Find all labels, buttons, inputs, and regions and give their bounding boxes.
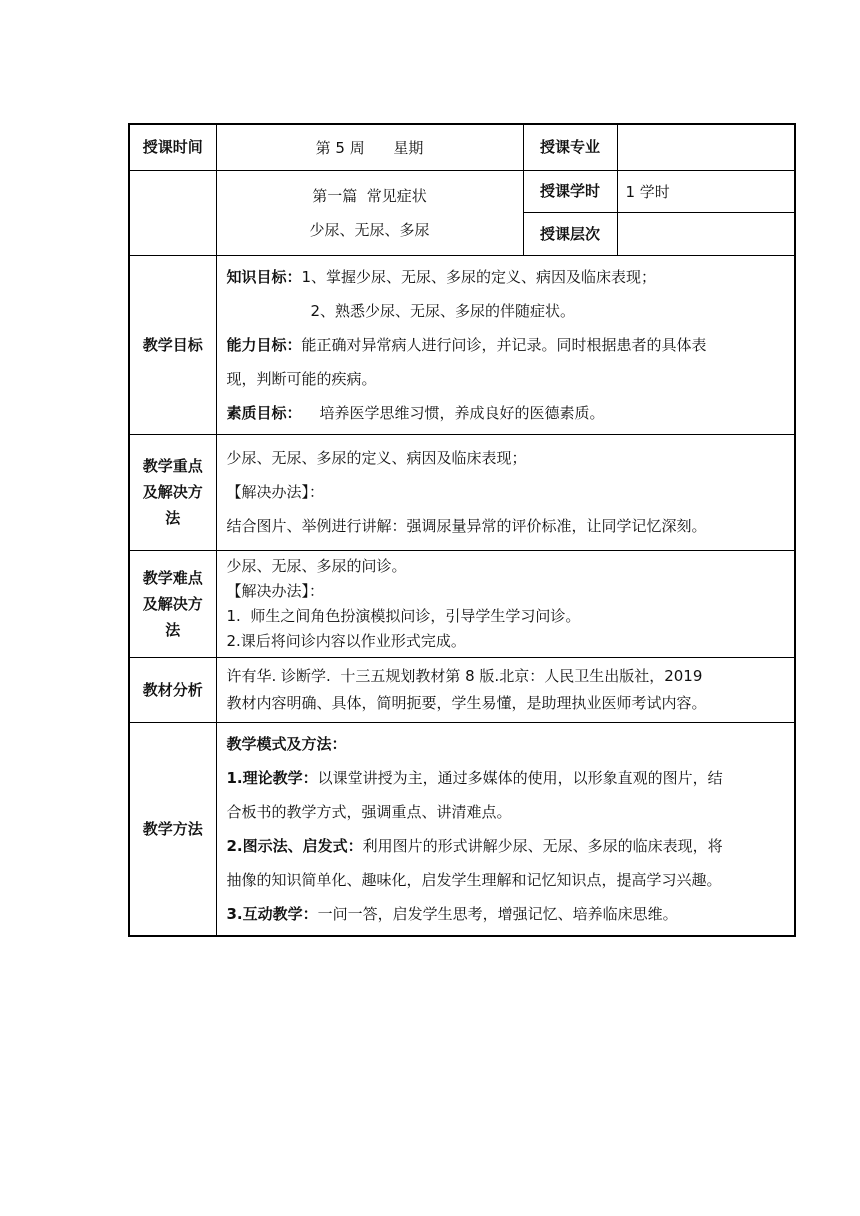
row-key-points	[129, 434, 795, 550]
hours-label: 授课学时	[523, 170, 617, 212]
objectives-content	[216, 255, 795, 434]
method-3-text: 一问一答，启发学生思考，增强记忆、培养临床思维。	[317, 904, 678, 923]
row-materials	[129, 657, 795, 722]
key-points-text-2: 【解决办法】：	[226, 483, 325, 501]
difficulties-label-1: 教学难点	[142, 568, 203, 587]
objectives-label: 教学目标	[129, 255, 216, 434]
time-value	[216, 124, 523, 170]
method-2-text-1: 利用图片的形式讲解少尿、无尿、多尿的临床表现，将	[362, 836, 723, 855]
materials-content	[216, 657, 795, 722]
major-value	[617, 124, 795, 170]
difficulties-label-3: 法	[165, 620, 181, 639]
key-points-label-1: 教学重点	[142, 457, 203, 475]
ability-text-1: 能正确对异常病人进行问诊，并记录。同时根据患者的具体表	[301, 335, 707, 354]
ability-title: 能力目标：	[226, 335, 302, 354]
row-objectives	[129, 255, 795, 434]
methods-content	[216, 722, 795, 936]
method-3-line	[227, 897, 785, 931]
method-1-line-1	[227, 761, 785, 795]
hours-value: 1 学时	[617, 170, 795, 212]
quality-text: 培养医学思维习惯，养成良好的医德素质。	[319, 403, 605, 422]
materials-text-1: 许有华. 诊断学. 十三五规划教材第 8 版.北京：人民卫生出版社，2019	[226, 666, 703, 685]
chapter-cell	[216, 170, 523, 255]
knowledge-title: 知识目标：	[226, 267, 302, 286]
difficulties-label-2: 及解决方	[142, 594, 203, 613]
quality-title: 素质目标：	[226, 403, 302, 422]
difficulties-content	[216, 550, 795, 657]
difficulties-text-3: 1. 师生之间角色扮演模拟问诊，引导学生学习问诊。	[226, 606, 581, 625]
level-label: 授课层次	[523, 212, 617, 255]
method-1-title: 1.理论教学：	[226, 768, 318, 787]
methods-heading: 教学模式及方法：	[226, 734, 347, 753]
difficulties-text-2: 【解决办法】：	[226, 581, 325, 600]
major-label: 授课专业	[523, 124, 617, 170]
difficulties-text-4: 2.课后将问诊内容以作业形式完成。	[226, 631, 466, 650]
row-methods	[129, 722, 795, 936]
key-points-text-1: 少尿、无尿、多尿的定义、病因及临床表现；	[226, 449, 527, 467]
knowledge-item-2: 2、熟悉少尿、无尿、多尿的伴随症状。	[310, 301, 576, 320]
difficulties-text-1: 少尿、无尿、多尿的问诊。	[226, 556, 407, 575]
chapter-title: 第一篇 常见症状	[312, 186, 427, 205]
key-points-text-3: 结合图片、举例进行讲解：强调尿量异常的评价标准，让同学记忆深刻。	[226, 517, 707, 535]
key-points-label	[129, 434, 216, 550]
row-difficulties	[129, 550, 795, 657]
method-1-text-2: 合板书的教学方式，强调重点、讲清难点。	[226, 802, 512, 821]
level-value	[617, 212, 795, 255]
key-points-label-3: 法	[165, 509, 181, 527]
chapter-subtitle: 少尿、无尿、多尿	[309, 220, 430, 239]
key-points-content	[216, 434, 795, 550]
lesson-plan-table	[128, 123, 796, 937]
method-2-text-2: 抽像的知识简单化、趣味化，启发学生理解和记忆知识点，提高学习兴趣。	[226, 870, 722, 889]
method-2-title: 2.图示法、启发式：	[226, 836, 363, 855]
quality-line	[227, 396, 785, 430]
method-3-title: 3.互动教学：	[226, 904, 318, 923]
materials-text-2: 教材内容明确、具体，简明扼要，学生易懂，是助理执业医师考试内容。	[226, 693, 707, 712]
materials-label: 教材分析	[129, 657, 216, 722]
difficulties-label	[129, 550, 216, 657]
ability-text-2: 现，判断可能的疾病。	[226, 369, 377, 388]
row-chapter	[129, 170, 795, 212]
method-1-text-1: 以课堂讲授为主，通过多媒体的使用，以形象直观的图片，结	[317, 768, 723, 787]
method-2-line-1	[227, 829, 785, 863]
chapter-blank-cell	[129, 170, 216, 255]
key-points-label-2: 及解决方	[142, 483, 203, 501]
row-time	[129, 124, 795, 170]
knowledge-line-1	[227, 260, 785, 294]
knowledge-item-1: 1、掌握少尿、无尿、多尿的定义、病因及临床表现；	[301, 267, 657, 286]
methods-label: 教学方法	[129, 722, 216, 936]
time-value-text: 第 5 周 星期	[315, 138, 424, 157]
ability-line-1	[227, 328, 785, 362]
time-label: 授课时间	[129, 124, 216, 170]
